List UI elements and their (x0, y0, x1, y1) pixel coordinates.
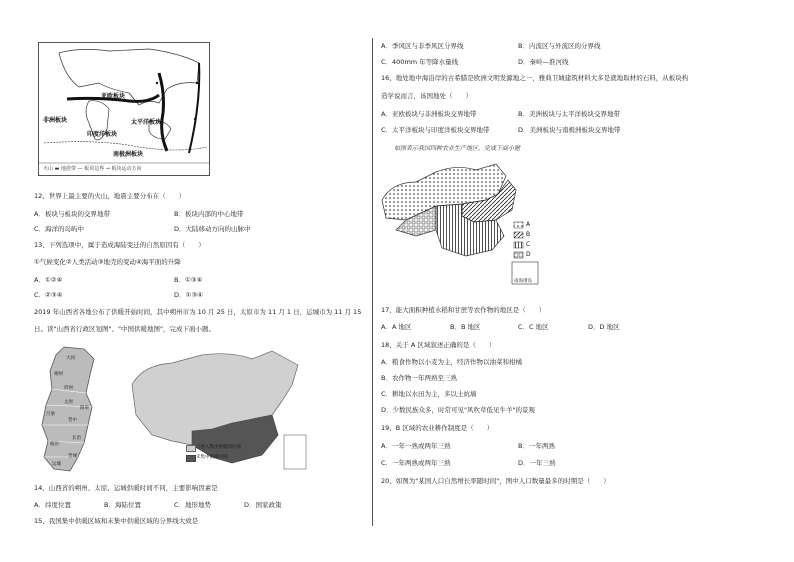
q13-option-a[interactable]: A．①②④ (34, 276, 63, 284)
q16-option-b[interactable]: B．美洲板块与太平洋板块交界地带 (518, 110, 620, 118)
q18-stem: 18、关于 A 区域叙述正确的是（ ） (381, 341, 496, 349)
q18-option-d[interactable]: D．少数民族众多，时常可见"风吹草低见牛羊"的景观 (381, 406, 535, 414)
china-agriculture-map (376, 160, 556, 288)
china-legend-d: D (526, 251, 531, 258)
q17-option-a[interactable]: A．A 地区 (381, 323, 412, 331)
q19-stem: 19、B 区域的农业耕作制度是（ ） (381, 424, 494, 432)
city-changzhi: 长治 (72, 436, 81, 441)
q19-option-b[interactable]: B．一年两熟 (518, 442, 555, 450)
city-jinzhong: 晋中 (68, 418, 77, 423)
q16-option-d[interactable]: D．美洲板块与南极洲板块交界地带 (518, 126, 621, 134)
q15-option-d[interactable]: D．秦岭—淮河线 (518, 58, 569, 66)
label-pacific-plate: 太平洋板块 (131, 119, 162, 126)
q12-option-b[interactable]: B．板块内部的中心地带 (174, 210, 244, 218)
q12-stem: 12、世界上最主要的火山、地震主要分布在（ ） (34, 192, 186, 200)
q17-option-b[interactable]: B．B 地区 (450, 323, 481, 331)
q18-option-a[interactable]: A．粮食作物以小麦为主，经济作物以油菜和柑橘 (381, 358, 522, 366)
city-linfen: 临汾 (50, 442, 59, 447)
label-indian-ocean-plate: 印度洋板块 (87, 131, 118, 138)
q19-option-c[interactable]: C．一年两熟或两年三熟 (381, 459, 451, 467)
label-african-plate: 非洲板块 (43, 117, 68, 124)
column-divider (372, 38, 373, 526)
q15-option-a[interactable]: A．季风区与非季风区分界线 (381, 42, 464, 50)
china-legend-b: B (526, 231, 531, 238)
label-antarctic-plate: 南极洲板块 (113, 151, 144, 158)
q13-option-d[interactable]: D．①③④ (174, 291, 203, 299)
label-eurasian-plate: 亚欧板块 (101, 93, 126, 100)
china-legend-c: C (526, 241, 531, 248)
q17-option-d[interactable]: D．D 地区 (588, 323, 620, 331)
china-agri-caption: 如图表示我国四种农业生产地区，完成下面小题 (394, 145, 521, 152)
city-yangquan: 阳泉 (80, 406, 89, 411)
q17-option-c[interactable]: C．C 地区 (518, 323, 549, 331)
q12-option-c[interactable]: C．海洋的岛屿中 (34, 225, 85, 233)
city-xinzhou: 忻州 (64, 386, 73, 391)
q13-option-c[interactable]: C．②③④ (34, 291, 63, 299)
q14-stem: 14、山西省的朔州、太原、运城供暖时间不同，主要影响因素是 (34, 484, 218, 492)
q17-stem: 17、能大面积种植水稻和甘蔗等农作物的地区是（ ） (381, 306, 546, 314)
heating-intro-line1: 2019 年山西省各地公布了供暖开始时间，其中朔州市为 10 月 25 日，太原市为 11 月 1 日，运城市为 11 月 15 (34, 308, 362, 316)
city-yuncheng: 运城 (52, 462, 61, 467)
q12-option-d[interactable]: D．大陆移动方向的山脉中 (174, 225, 251, 233)
q18-option-b[interactable]: B．农作物一年两熟至三熟 (381, 374, 457, 382)
city-datong: 大同 (66, 356, 75, 361)
q12-option-a[interactable]: A．板块与板块的交界地带 (34, 210, 110, 218)
legend-unheated: 未集中供暖区域 (196, 455, 228, 460)
city-jincheng: 晋城 (68, 454, 77, 459)
city-lvliang: 吕梁 (46, 412, 55, 417)
china-legend-a: A (526, 221, 531, 228)
q13-stem: 13、下列选项中，属于造成海陆变迁的自然原因有（ ） (34, 241, 205, 249)
q14-option-b[interactable]: B．海陆位置 (104, 501, 141, 509)
q14-option-d[interactable]: D．国家政策 (244, 501, 282, 509)
plate-map-legend: 火山 ▬ 地震带 — 板块边界 → 板块运动方向 (43, 166, 142, 172)
city-shuozhou: 朔州 (54, 372, 63, 377)
q19-option-d[interactable]: D．一年三熟 (518, 459, 556, 467)
q19-option-a[interactable]: A．一年一熟或两年三熟 (381, 442, 451, 450)
shanxi-admin-map (34, 345, 104, 475)
city-taiyuan: 太原 (64, 400, 73, 405)
legend-heated: 已进入集中供暖的区域 (196, 445, 241, 450)
q18-option-c[interactable]: C．耕地以水田为主，多以土炕墙 (381, 390, 477, 398)
legend-swatch-heated (186, 445, 196, 452)
q15-stem: 15、我国集中供暖区域和未集中供暖区域的分界线大致是 (34, 517, 199, 525)
q13-option-b[interactable]: B．①③④ (174, 276, 203, 284)
heating-intro-line2: 日。读"山西省行政区划图"、"中国供暖地图"，完成下面小题。 (34, 325, 215, 333)
plate-tectonics-map (38, 42, 210, 176)
q16-stem-line1: 16、地处地中海沿岸的古希腊是欧洲文明发源地之一，雅典卫城建筑材料大多是就地取材的石料，从板块构 (381, 74, 689, 82)
q16-option-a[interactable]: A．亚欧板块与非洲板块交界地带 (381, 110, 477, 118)
q15-option-c[interactable]: C．400mm 年等降水量线 (381, 58, 459, 66)
q16-stem-line2: 造学说而言，该国地处（ ） (381, 92, 472, 100)
q13-statements: ①气候变化②人类活动③地壳的变动④海平面的升降 (34, 258, 181, 266)
q15-option-b[interactable]: B．内流区与外流区的分界线 (518, 42, 601, 50)
south-china-sea-inset-label: 南海诸岛 (514, 279, 532, 284)
q20-stem: 20、如图为"某国人口自然增长率随时间"，图中人口数量最多的时期是（ ） (381, 477, 610, 485)
china-heating-map (122, 345, 312, 475)
legend-swatch-unheated (186, 455, 196, 462)
q14-option-a[interactable]: A．纬度位置 (34, 501, 71, 509)
q16-option-c[interactable]: C．太平洋板块与印度洋板块交界地带 (381, 126, 490, 134)
q14-option-c[interactable]: C．地形地势 (174, 501, 212, 509)
